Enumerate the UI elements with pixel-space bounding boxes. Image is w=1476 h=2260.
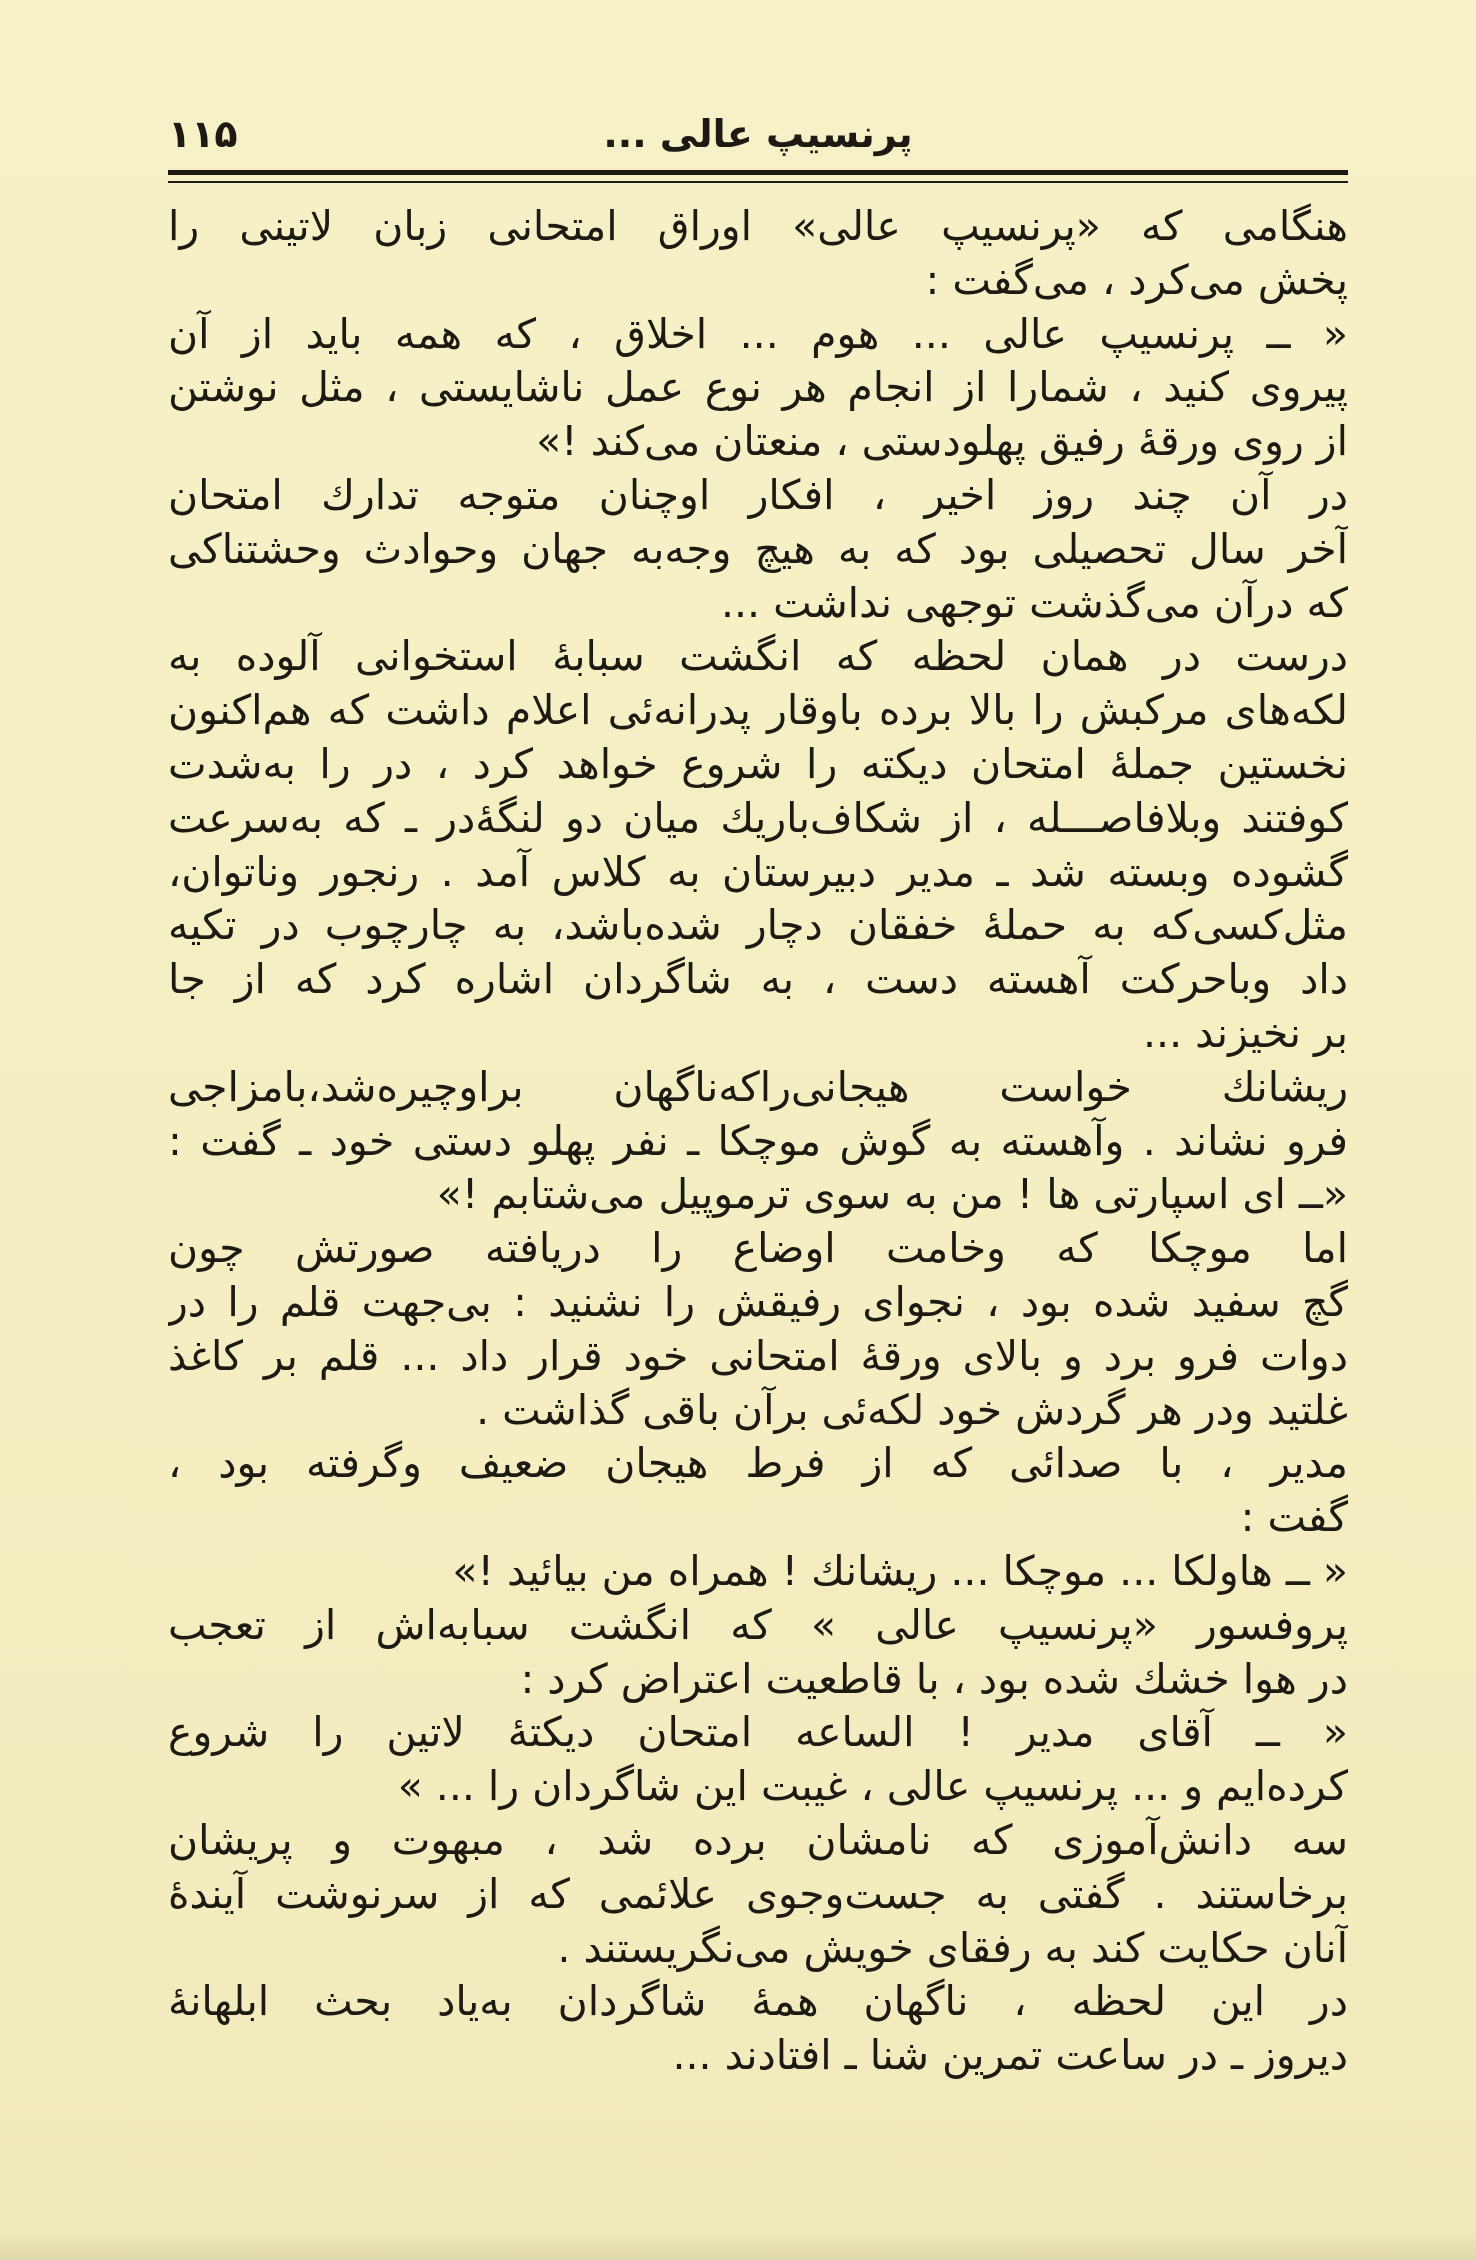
text-line: پخش می‌کرد ، می‌گفت : <box>925 255 1348 304</box>
text-line: دیروز ـ در ساعت تمرین شنا ـ افتادند ... <box>672 2031 1348 2080</box>
text-line: لکه‌های مرکبش را بالا برده باوقار پدرانه‌ئی اعلام داشت که هم‌اکنون <box>168 686 1348 735</box>
text-line: نخستین جملهٔ امتحان دیکته را شروع خواهد کرد ، در را به‌شدت <box>168 739 1348 788</box>
text-line: مثل‌کسی‌که به حملهٔ خفقان دچار شده‌باشد، به چارچوب در تکیه <box>168 901 1348 950</box>
text-line: گشوده وبسته شد ـ مدیر دبیرستان به کلاس آمد . رنجور وناتوان، <box>168 847 1348 896</box>
body-text <box>168 200 1348 2083</box>
page-bottom-edge <box>0 2230 1476 2260</box>
text-line: که درآن می‌گذشت توجهی نداشت ... <box>720 578 1348 627</box>
text-line: دوات فرو برد و بالای ورقهٔ امتحانی خود قرار داد ... قلم بر کاغذ <box>168 1331 1348 1380</box>
text-line: « ــ هاولکا ... موچکا ... ریشانك ! همراه من بیائید !» <box>452 1546 1348 1595</box>
text-line: پیروی کنید ، شمارا از انجام هر نوع عمل ناشایستی ، مثل نوشتن <box>168 363 1348 412</box>
text-line: آخر سال تحصیلی بود که به هیچ وجه‌به جهان وحوادث وحشتناکی <box>168 524 1348 573</box>
text-line: کوفتند وبلافاصـــله ، از شکاف‌باریك میان دو لنگهٔ‌در ـ که به‌سرعت <box>168 793 1348 842</box>
header-rule-thin <box>168 181 1348 183</box>
text-line: مدیر ، با صدائی که از فرط هیجان ضعیف وگرفته بود ، <box>168 1439 1348 1488</box>
text-line: هنگامی که «پرنسیپ عالی» اوراق امتحانی زبان لاتینی را <box>168 202 1348 250</box>
text-line: در آن چند روز اخیر ، افکار اوچنان متوجه تدارك امتحان <box>168 470 1348 519</box>
text-line: کرده‌ایم و ... پرنسیپ عالی ، غیبت این شاگردان را ... » <box>397 1762 1348 1811</box>
text-line: ریشانك خواست هیجانی‌راکه‌ناگهان براوچیره‌شد،بامزاجی <box>168 1062 1348 1111</box>
text-line: آنان حکایت کند به رفقای خویش می‌نگریستند . <box>557 1923 1348 1972</box>
text-line: گفت : <box>1240 1493 1348 1542</box>
text-line: بر نخیزند ... <box>1143 1008 1348 1057</box>
text-line: فرو نشاند . وآهسته به گوش موچکا ـ نفر پهلو دستی خود ـ گفت : <box>168 1116 1348 1165</box>
text-line: «ــ ای اسپارتی ها ! من به سوی ترموپیل می‌شتابم !» <box>436 1170 1348 1219</box>
header-rule-thick <box>168 170 1348 175</box>
text-line: درست در همان لحظه که انگشت سبابهٔ استخوانی آلوده به <box>168 632 1348 681</box>
text-line: « ــ پرنسیپ عالی ... هوم ... اخلاق ، که همه باید از آن <box>168 309 1348 358</box>
text-line: داد وباحرکت آهسته دست ، به شاگردان اشاره کرد که از جا <box>168 955 1348 1004</box>
text-line: گچ سفید شده بود ، نجوای رفیقش را نشنید : بی‌جهت قلم را در <box>168 1277 1348 1326</box>
running-title: پرنسیپ عالی ... <box>603 112 913 156</box>
text-line: غلتید ودر هر گردش خود لکه‌ئی برآن باقی گذاشت . <box>476 1385 1348 1434</box>
text-line: در این لحظه ، ناگهان همهٔ شاگردان به‌یاد بحث ابلهانهٔ <box>168 1977 1348 2026</box>
text-line: سه دانش‌آموزی که نامشان برده شد ، مبهوت و پریشان <box>168 1815 1348 1864</box>
text-line: « ــ آقای مدیر ! الساعه امتحان دیکتهٔ لاتین را شروع <box>168 1708 1348 1757</box>
page-header <box>168 108 1348 168</box>
text-line: از روی ورقهٔ رفیق پهلودستی ، منعتان می‌کند !» <box>536 417 1348 466</box>
page-number: ۱۱۵ <box>168 112 238 156</box>
text-line: اما موچکا که وخامت اوضاع را دریافته صورتش چون <box>168 1224 1348 1273</box>
text-line: برخاستند . گفتی به جست‌وجوی علائمی که از سرنوشت آیندهٔ <box>168 1869 1348 1918</box>
text-line: پروفسور «پرنسیپ عالی » که انگشت سبابه‌اش از تعجب <box>168 1600 1348 1649</box>
text-line: در هوا خشك شده بود ، با قاطعیت اعتراض کرد : <box>520 1654 1348 1703</box>
